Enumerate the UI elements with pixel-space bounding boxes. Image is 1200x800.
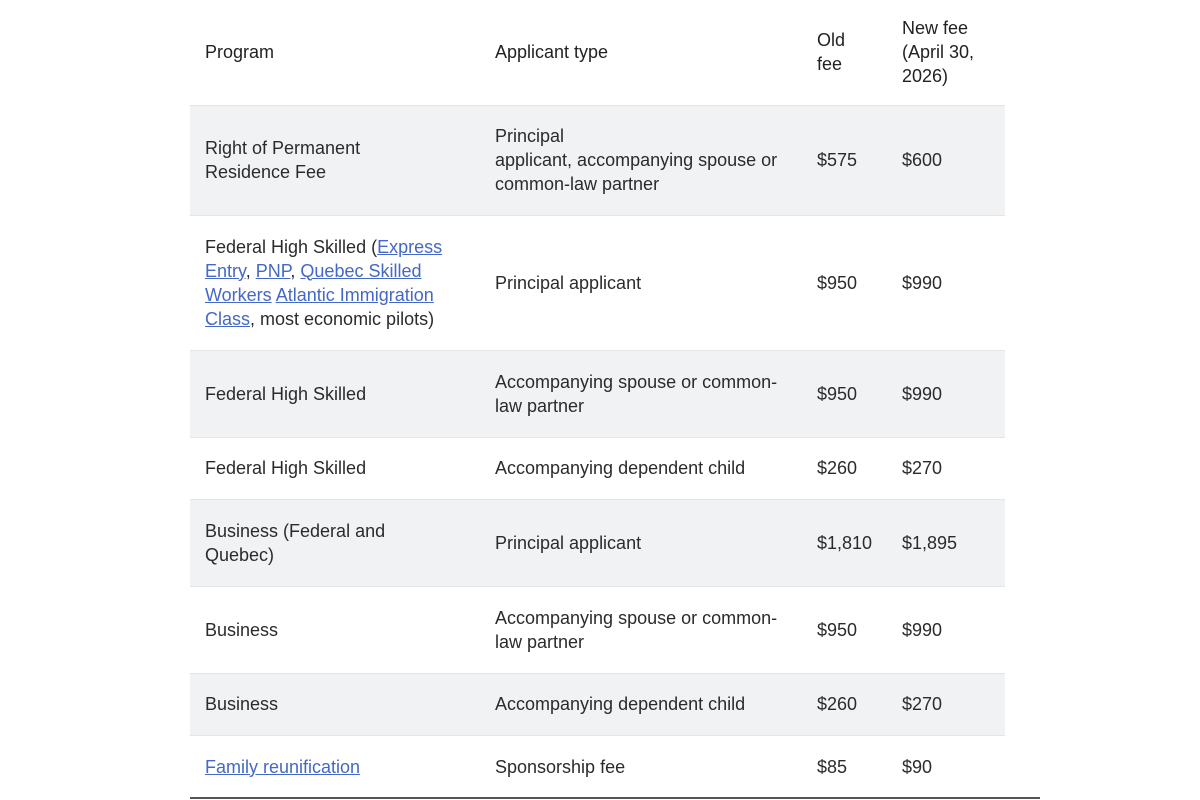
table-row bbox=[190, 437, 1005, 499]
cell-program: Federal High Skilled bbox=[190, 350, 480, 437]
header-applicant-type: Applicant type bbox=[480, 0, 812, 105]
cell-program bbox=[190, 735, 480, 798]
cell-program: Business bbox=[190, 673, 480, 735]
table-row bbox=[190, 673, 1005, 735]
header-program: Program bbox=[190, 0, 480, 105]
pnp-link[interactable]: PNP bbox=[255, 260, 291, 281]
cell-old-fee: $575 bbox=[812, 105, 900, 215]
cell-applicant-type: Sponsorship fee bbox=[480, 735, 812, 798]
cell-old-fee: $85 bbox=[812, 735, 900, 798]
cell-new-fee: $990 bbox=[900, 350, 1005, 437]
cell-new-fee: $990 bbox=[900, 215, 1005, 350]
separator: , bbox=[245, 260, 256, 281]
cell-applicant-type: Accompanying dependent child bbox=[480, 437, 812, 499]
cell-applicant-type: Accompanying dependent child bbox=[480, 673, 812, 735]
table-row bbox=[190, 586, 1005, 673]
cell-program: Federal High Skilled bbox=[190, 437, 480, 499]
table-row bbox=[190, 499, 1005, 586]
cell-program: Business (Federal and Quebec) bbox=[190, 499, 480, 586]
cell-new-fee: $90 bbox=[900, 735, 1005, 798]
cell-applicant-type: Principal applicant bbox=[480, 499, 812, 586]
family-reunification-link[interactable]: Family reunification bbox=[205, 756, 361, 777]
cell-program: Business bbox=[190, 586, 480, 673]
cell-applicant-type: Accompanying spouse or common-law partner bbox=[480, 586, 812, 673]
cell-program: Right of Permanent Residence Fee bbox=[190, 105, 480, 215]
atlantic-immigration-class-link[interactable]: Atlantic Immigration Class bbox=[205, 284, 434, 329]
cell-old-fee: $950 bbox=[812, 215, 900, 350]
fee-comparison-table bbox=[190, 0, 1005, 799]
cell-applicant-type: Accompanying spouse or common-law partner bbox=[480, 350, 812, 437]
cell-new-fee: $1,895 bbox=[900, 499, 1005, 586]
header-old-fee: Old fee bbox=[812, 0, 900, 105]
cell-old-fee: $260 bbox=[812, 673, 900, 735]
separator: , bbox=[290, 260, 301, 281]
table-row bbox=[190, 105, 1005, 215]
cell-new-fee: $270 bbox=[900, 673, 1005, 735]
cell-new-fee: $600 bbox=[900, 105, 1005, 215]
cell-program bbox=[190, 215, 480, 350]
applicant-type-line1: Principal bbox=[495, 126, 565, 146]
cell-old-fee: $1,810 bbox=[812, 499, 900, 586]
table-row bbox=[190, 350, 1005, 437]
express-entry-link[interactable]: Express Entry bbox=[205, 236, 443, 281]
table-header-row bbox=[190, 0, 1005, 105]
program-prefix: Federal High Skilled ( bbox=[205, 236, 378, 257]
cell-old-fee: $950 bbox=[812, 350, 900, 437]
cell-applicant-type: Principal applicant bbox=[480, 215, 812, 350]
quebec-skilled-workers-link[interactable]: Quebec Skilled Workers bbox=[205, 260, 422, 305]
table-row bbox=[190, 215, 1005, 350]
program-suffix: , most economic pilots) bbox=[250, 308, 435, 329]
table-row bbox=[190, 735, 1005, 798]
cell-old-fee: $950 bbox=[812, 586, 900, 673]
applicant-type-line2: applicant, accompanying spouse or common-law partner bbox=[495, 150, 778, 194]
cell-new-fee: $270 bbox=[900, 437, 1005, 499]
header-new-fee: New fee (April 30, 2026) bbox=[900, 0, 1005, 105]
cell-old-fee: $260 bbox=[812, 437, 900, 499]
cell-applicant-type bbox=[480, 105, 812, 215]
cell-new-fee: $990 bbox=[900, 586, 1005, 673]
bottom-divider bbox=[190, 797, 1040, 799]
